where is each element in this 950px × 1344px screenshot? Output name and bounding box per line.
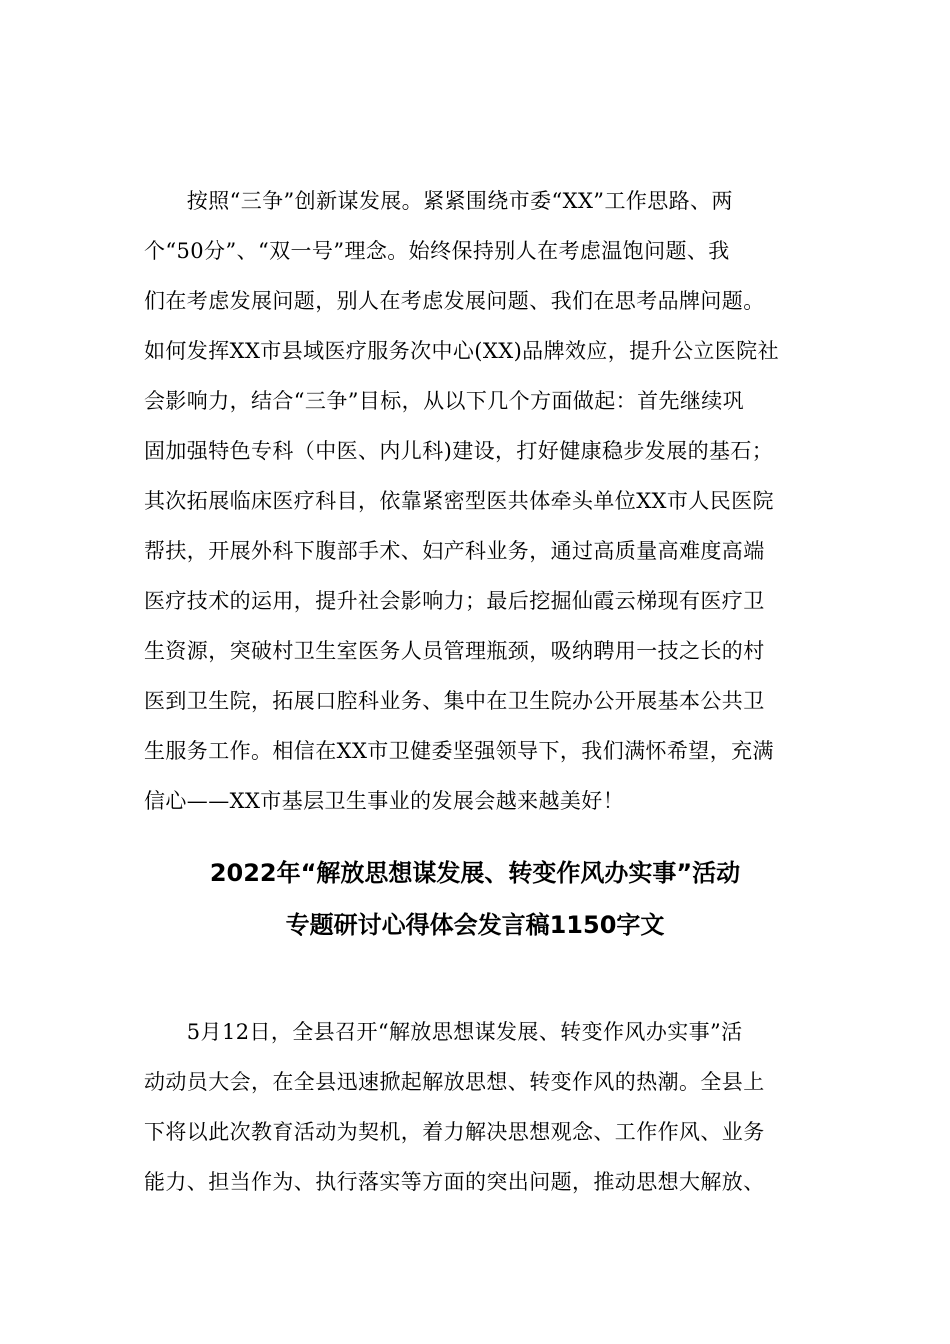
paragraph2-line-3: 下将以此次教育活动为契机，着力解决思想观念、工作作风、业务 [144,1120,765,1144]
paragraph1-line-2: 个“50分”、“双一号”理念。始终保持别人在考虑温饱问题、我 [144,239,730,263]
paragraph1-line-6: 固加强特色专科（中医、内儿科)建设，打好健康稳步发展的基石； [144,439,774,463]
paragraph2-line-2: 动动员大会，在全县迅速掀起解放思想、转变作风的热潮。全县上 [144,1070,765,1094]
paragraph2-line-4: 能力、担当作为、执行落实等方面的突出问题，推动思想大解放、 [144,1170,765,1194]
paragraph1-line-12: 生服务工作。相信在XX市卫健委坚强领导下，我们满怀希望，充满 [144,739,774,763]
paragraph1-line-1: 按照“三争”创新谋发展。紧紧围绕市委“XX”工作思路、两 [144,189,733,213]
paragraph2-line-1: 5月12日，全县召开“解放思想谋发展、转变作风办实事”活 [144,1020,743,1044]
heading-line-1: 2022年“解放思想谋发展、转变作风办实事”活动 [209,859,741,887]
paragraph1-line-8: 帮扶，开展外科下腹部手术、妇产科业务，通过高质量高难度高端 [144,539,765,563]
paragraph1-line-5: 会影响力，结合“三争”目标，从以下几个方面做起：首先继续巩 [144,389,745,413]
paragraph1-line-4: 如何发挥XX市县域医疗服务次中心(XX)品牌效应，提升公立医院社 [144,339,779,363]
paragraph1-line-13: 信心——XX市基层卫生事业的发展会越来越美好！ [144,789,625,813]
paragraph1-line-3: 们在考虑发展问题，别人在考虑发展问题、我们在思考品牌问题。 [144,289,765,313]
paragraph1-line-10: 生资源，突破村卫生室医务人员管理瓶颈，吸纳聘用一技之长的村 [144,639,765,663]
paragraph1-line-7: 其次拓展临床医疗科目，依靠紧密型医共体牵头单位XX市人民医院 [144,489,774,513]
heading-line-2: 专题研讨心得体会发言稿1150字文 [285,911,665,939]
paragraph1-line-11: 医到卫生院，拓展口腔科业务、集中在卫生院办公开展基本公共卫 [144,689,765,713]
paragraph1-line-9: 医疗技术的运用，提升社会影响力；最后挖掘仙霞云梯现有医疗卫 [144,589,765,613]
